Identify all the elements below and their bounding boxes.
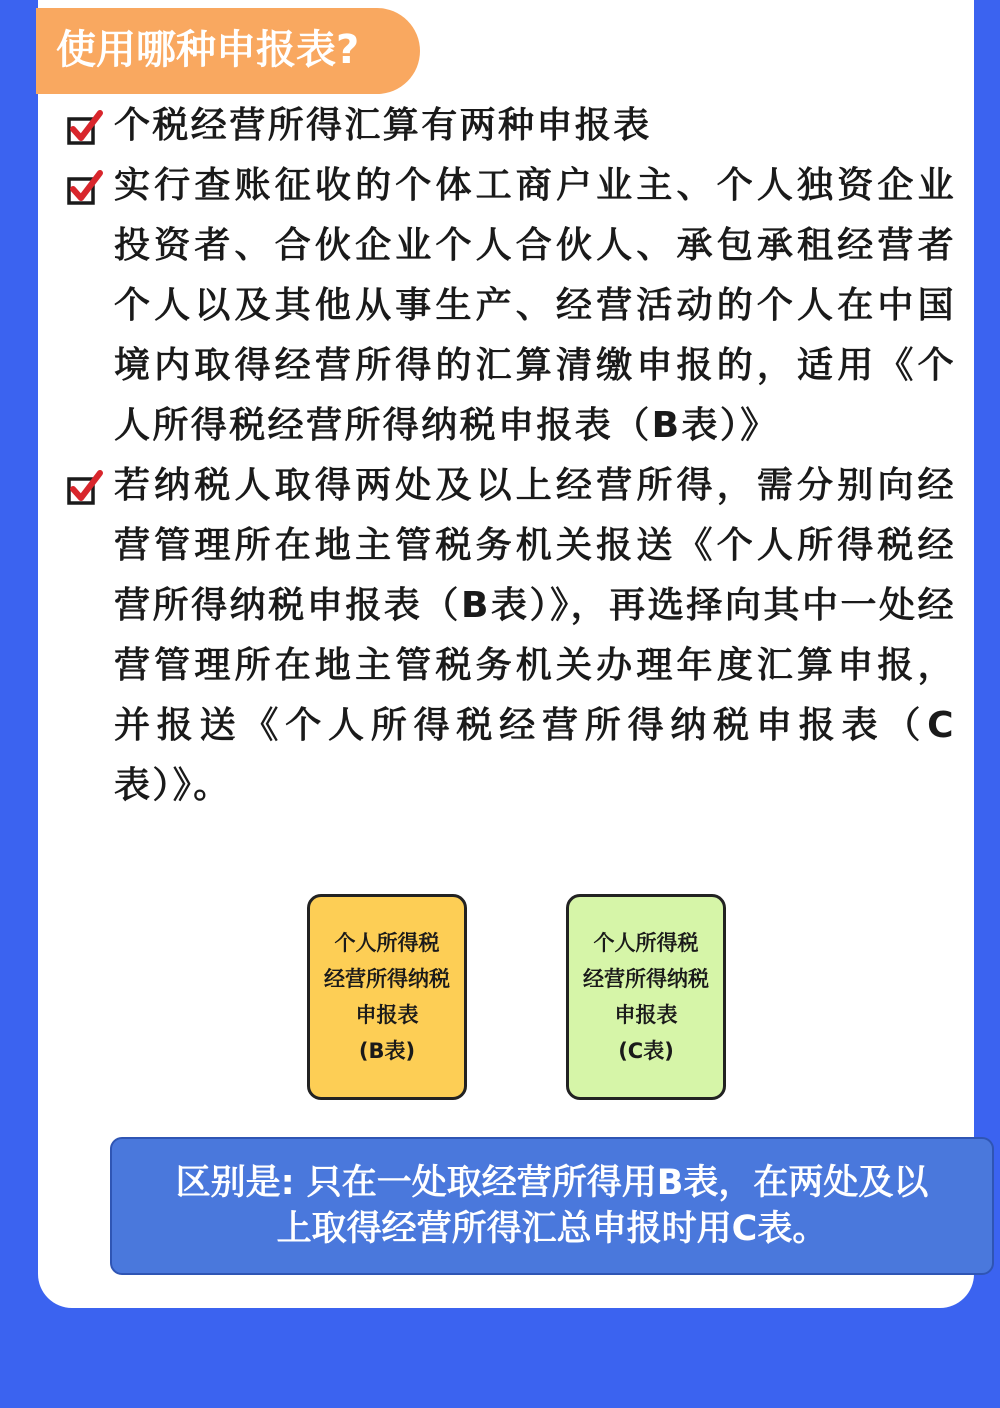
summary-line: 上取得经营所得汇总申报时用C表。 bbox=[276, 1209, 828, 1249]
form-c-line: 经营所得纳税 bbox=[583, 967, 709, 991]
summary-text bbox=[176, 1160, 929, 1252]
page-title: 使用哪种申报表? bbox=[56, 27, 360, 73]
form-c-line: 个人所得税 bbox=[593, 931, 699, 955]
form-c-card bbox=[566, 894, 726, 1100]
summary-line: 区别是: 只在一处取经营所得用B表，在两处及以 bbox=[175, 1163, 929, 1203]
form-b-line: 申报表 bbox=[355, 1003, 419, 1027]
checkbox-check-icon bbox=[66, 470, 104, 508]
form-c-line: (C表) bbox=[618, 1039, 674, 1063]
form-c-label bbox=[583, 925, 709, 1069]
bullet-item bbox=[114, 156, 956, 456]
bullet-text: 个税经营所得汇算有两种申报表 bbox=[114, 105, 652, 146]
checkbox-check-icon bbox=[66, 110, 104, 148]
summary-box bbox=[110, 1137, 994, 1275]
bullet-item bbox=[114, 96, 956, 156]
form-b-line: 个人所得税 bbox=[334, 931, 440, 955]
bullet-list bbox=[114, 96, 956, 816]
form-c-line: 申报表 bbox=[614, 1003, 678, 1027]
bullet-item bbox=[114, 456, 956, 816]
form-b-line: 经营所得纳税 bbox=[324, 967, 450, 991]
bullet-text: 实行查账征收的个体工商户业主、个人独资企业投资者、合伙企业个人合伙人、承包承租经营者个人以及其他从事生产、经营活动的个人在中国境内取得经营所得的汇算清缴申报的，适用《个人所得税经营所得纳税申报表（B表）》 bbox=[114, 165, 956, 446]
checkbox-check-icon bbox=[66, 170, 104, 208]
form-b-line: (B表) bbox=[358, 1039, 416, 1063]
form-b-label bbox=[324, 925, 450, 1069]
form-b-card bbox=[307, 894, 467, 1100]
bullet-text: 若纳税人取得两处及以上经营所得，需分别向经营管理所在地主管税务机关报送《个人所得税经营所得纳税申报表（B表）》，再选择向其中一处经营管理所在地主管税务机关办理年度汇算申报，并报送《个人所得税经营所得纳税申报表（C表）》。 bbox=[114, 465, 956, 806]
